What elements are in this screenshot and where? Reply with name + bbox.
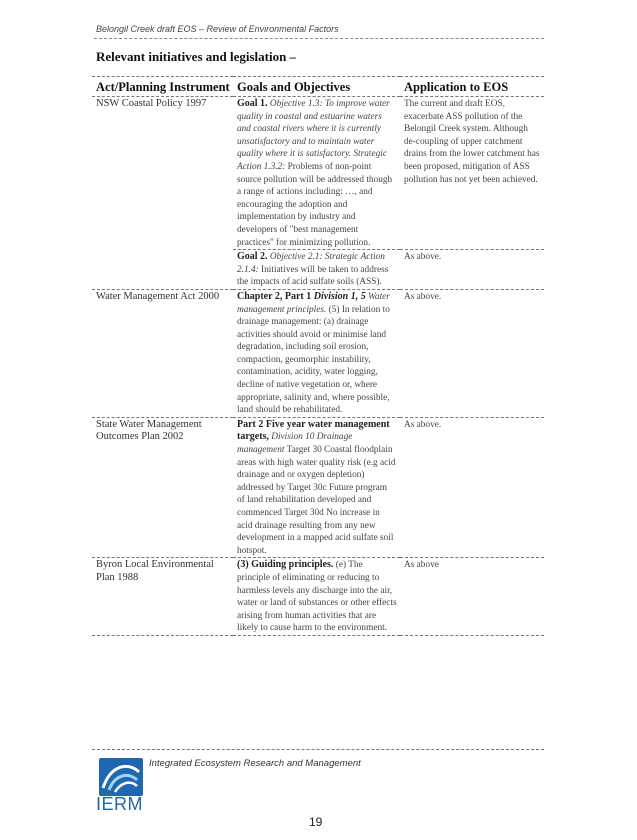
table-row xyxy=(92,417,544,558)
application-cell: As above. xyxy=(404,291,442,302)
application-cell: The current and draft EOS, exacerbate ASS pollution of the Belongil Creek system. Although de-coupling of upper catchment drains from the lower catchment has been proposed, mitigation of ASS pollution has not yet been achieved. xyxy=(404,99,540,185)
section-title: Relevant initiatives and legislation – xyxy=(96,49,297,64)
header-divider xyxy=(94,38,544,39)
ierm-logo xyxy=(96,758,150,816)
header-application: Application to EOS xyxy=(404,80,509,94)
act-cell: NSW Coastal Policy 1997 xyxy=(96,98,207,109)
logo-wordmark: IERM xyxy=(96,794,143,814)
wave-icon xyxy=(99,758,143,796)
table-row xyxy=(92,289,544,417)
act-cell: State Water Management Outcomes Plan 2002 xyxy=(96,418,202,443)
goal-cell: Goal 1. Objective 1.3: To improve water quality in coastal and estuarine waters and coastal rivers where it is currently unsatisfactory and to maintain water quality where it is satisfactory. Strategic Action 1.3.2: Problems of non-point source pollution will be addressed though a range of actions including: …, and encouraging the adoption and implementation by industry and developers of "best management practices" for minimizing pollution. xyxy=(237,98,393,248)
table-header-row xyxy=(92,77,544,97)
application-cell: As above xyxy=(404,560,439,571)
legislation-table xyxy=(92,76,544,636)
table-row xyxy=(92,97,544,250)
footer-divider xyxy=(92,749,544,750)
table-row xyxy=(92,558,544,636)
application-cell: As above. xyxy=(404,252,442,263)
organisation-name: Integrated Ecosystem Research and Management xyxy=(149,758,361,769)
act-cell: Byron Local Environmental Plan 1988 xyxy=(96,559,214,583)
page-number: 19 xyxy=(309,815,323,829)
application-cell: As above. xyxy=(404,419,442,430)
goal-cell: (3) Guiding principles. (e) The principle of eliminating or reducing to harmless levels any discharge into the air, water or land of substances or other effects arising from human activities that are likely to cause harm to the environment. xyxy=(237,559,397,634)
goal-cell: Goal 2. Objective 2.1: Strategic Action 2.1.4: Initiatives will be taken to address the impacts of acid sulfate soils (ASS). xyxy=(237,251,389,288)
goal-cell: Part 2 Five year water management targets, Division 10 Drainage management Target 30 Coastal floodplain areas with high water quality risk (e.g acid drainage and or oxygen depletion) addressed by Target 30c Future program of land rehabilitation developed and commenced Target 30d No increase in acid drainage resulting from any new development in a mapped acid sulfate soil hotspot. xyxy=(237,418,396,556)
header-goals: Goals and Objectives xyxy=(237,80,351,94)
act-cell: Water Management Act 2000 xyxy=(96,290,220,302)
running-header: Belongil Creek draft EOS – Review of Environmental Factors xyxy=(96,24,339,34)
header-act: Act/Planning Instrument xyxy=(96,80,230,94)
goal-cell: Chapter 2, Part 1 Division 1, 5 Water management principles. (5) In relation to drainage management: (a) drainage activities should avoid or minimise land degradation, including soil erosion, compaction, geomorphic instability, contamination, acidity, water logging, decline of native vegetation or, where appropriate, salinity and, where possible, land should be rehabilitated. xyxy=(237,290,390,416)
